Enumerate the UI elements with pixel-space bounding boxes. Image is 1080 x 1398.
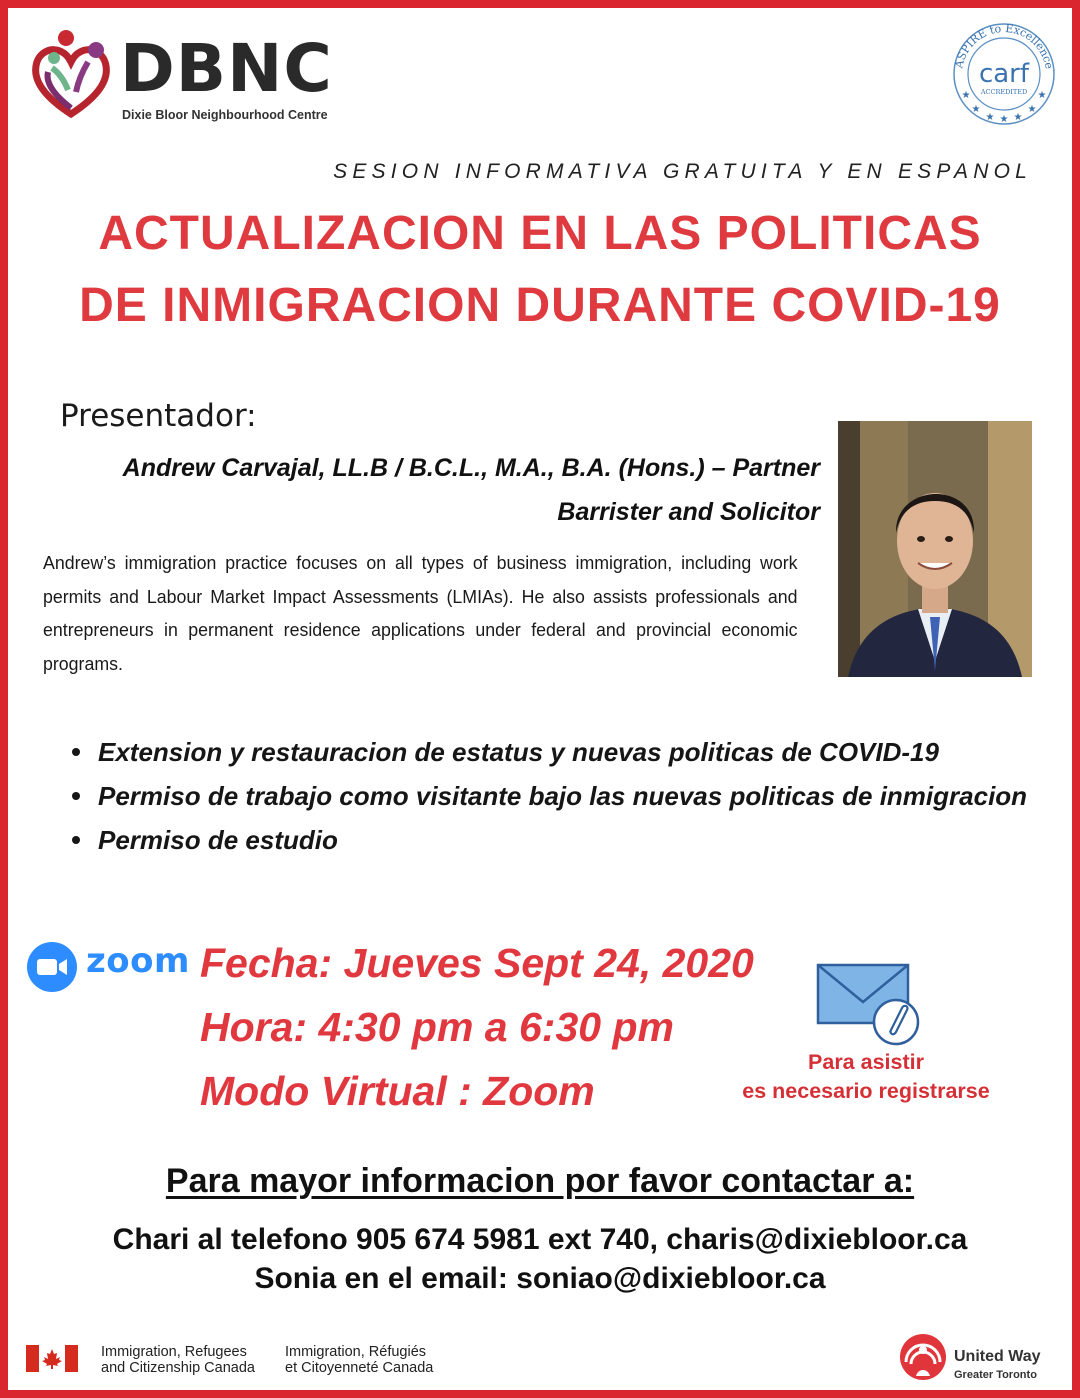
presenter-name bbox=[123, 446, 820, 534]
ircc-en-line-2: and Citizenship Canada bbox=[101, 1360, 255, 1376]
ircc-english bbox=[101, 1344, 255, 1376]
ircc-fr-line-1: Immigration, Réfugiés bbox=[285, 1344, 427, 1360]
carf-badge-icon bbox=[948, 18, 1060, 130]
event-time: Hora: 4:30 pm a 6:30 pm bbox=[200, 1004, 674, 1050]
registration-line-2: es necesario registrarse bbox=[742, 1079, 990, 1103]
presenter-photo bbox=[838, 421, 1032, 677]
presenter-title-line: Barrister and Solicitor bbox=[557, 498, 820, 526]
contact-line-2: Sonia en el email: soniao@dixiebloor.ca bbox=[254, 1262, 826, 1295]
united-way-logo-icon bbox=[898, 1332, 948, 1382]
topics-list bbox=[68, 730, 1027, 862]
svg-text:★: ★ bbox=[999, 114, 1009, 125]
envelope-icon bbox=[816, 962, 926, 1046]
dbnc-logo-icon bbox=[30, 28, 112, 120]
logo-subtitle: Dixie Bloor Neighbourhood Centre bbox=[122, 108, 328, 122]
list-item: Extension y restauracion de estatus y nuevas politicas de COVID-19 bbox=[68, 730, 1027, 774]
zoom-icon bbox=[26, 941, 78, 993]
svg-text:★: ★ bbox=[961, 90, 971, 101]
event-date: Fecha: Jueves Sept 24, 2020 bbox=[200, 940, 754, 986]
presenter-bio: Andrew’s immigration practice focuses on all types of business immigration, including work permits and Labour Market Impact Assessments (LMIAs). He also assists professionals and entrepreneurs in permanent residence applications under federal and provincial economic programs. bbox=[43, 552, 798, 674]
presenter-label: Presentador: bbox=[60, 398, 257, 434]
svg-text:★: ★ bbox=[971, 104, 981, 115]
ircc-fr-line-2: et Citoyenneté Canada bbox=[285, 1360, 434, 1376]
logo-title: DBNC bbox=[120, 30, 333, 107]
united-way-label bbox=[954, 1348, 1041, 1384]
contact-line-1: Chari al telefono 905 674 5981 ext 740, charis@dixiebloor.ca bbox=[112, 1223, 968, 1256]
svg-text:★: ★ bbox=[1027, 104, 1037, 115]
event-mode: Modo Virtual : Zoom bbox=[200, 1068, 595, 1114]
contact-heading: Para mayor informacion por favor contactar a: bbox=[165, 1162, 915, 1200]
carf-status: ACCREDITED bbox=[980, 88, 1028, 96]
registration-line-1: Para asistir bbox=[808, 1050, 924, 1074]
carf-name: carf bbox=[978, 59, 1030, 89]
list-item: Permiso de estudio bbox=[68, 818, 1027, 862]
united-way-subtitle: Greater Toronto bbox=[954, 1369, 1037, 1381]
ircc-french bbox=[285, 1344, 433, 1376]
subheading: SESION INFORMATIVA GRATUITA Y EN ESPANOL bbox=[333, 160, 1032, 183]
svg-text:★: ★ bbox=[1013, 112, 1023, 123]
svg-text:★: ★ bbox=[1037, 90, 1047, 101]
zoom-label: zoom bbox=[86, 941, 190, 981]
carf-arc-text: ASPIRE to Excellence bbox=[952, 21, 1056, 71]
title-line-1: ACTUALIZACION EN LAS POLITICAS bbox=[98, 207, 982, 260]
presenter-name-line-1: Andrew Carvajal, LL.B / B.C.L., M.A., B.A. (Hons.) – Partner bbox=[122, 454, 820, 482]
list-item: Permiso de trabajo como visitante bajo las nuevas politicas de inmigracion bbox=[68, 774, 1027, 818]
registration-note bbox=[726, 1048, 1006, 1106]
united-way-name: United Way bbox=[954, 1348, 1041, 1365]
ircc-en-line-1: Immigration, Refugees bbox=[101, 1344, 247, 1360]
svg-text:★: ★ bbox=[985, 112, 995, 123]
canada-flag-icon bbox=[26, 1345, 78, 1372]
title-line-2: DE INMIGRACION DURANTE COVID-19 bbox=[79, 279, 1001, 332]
